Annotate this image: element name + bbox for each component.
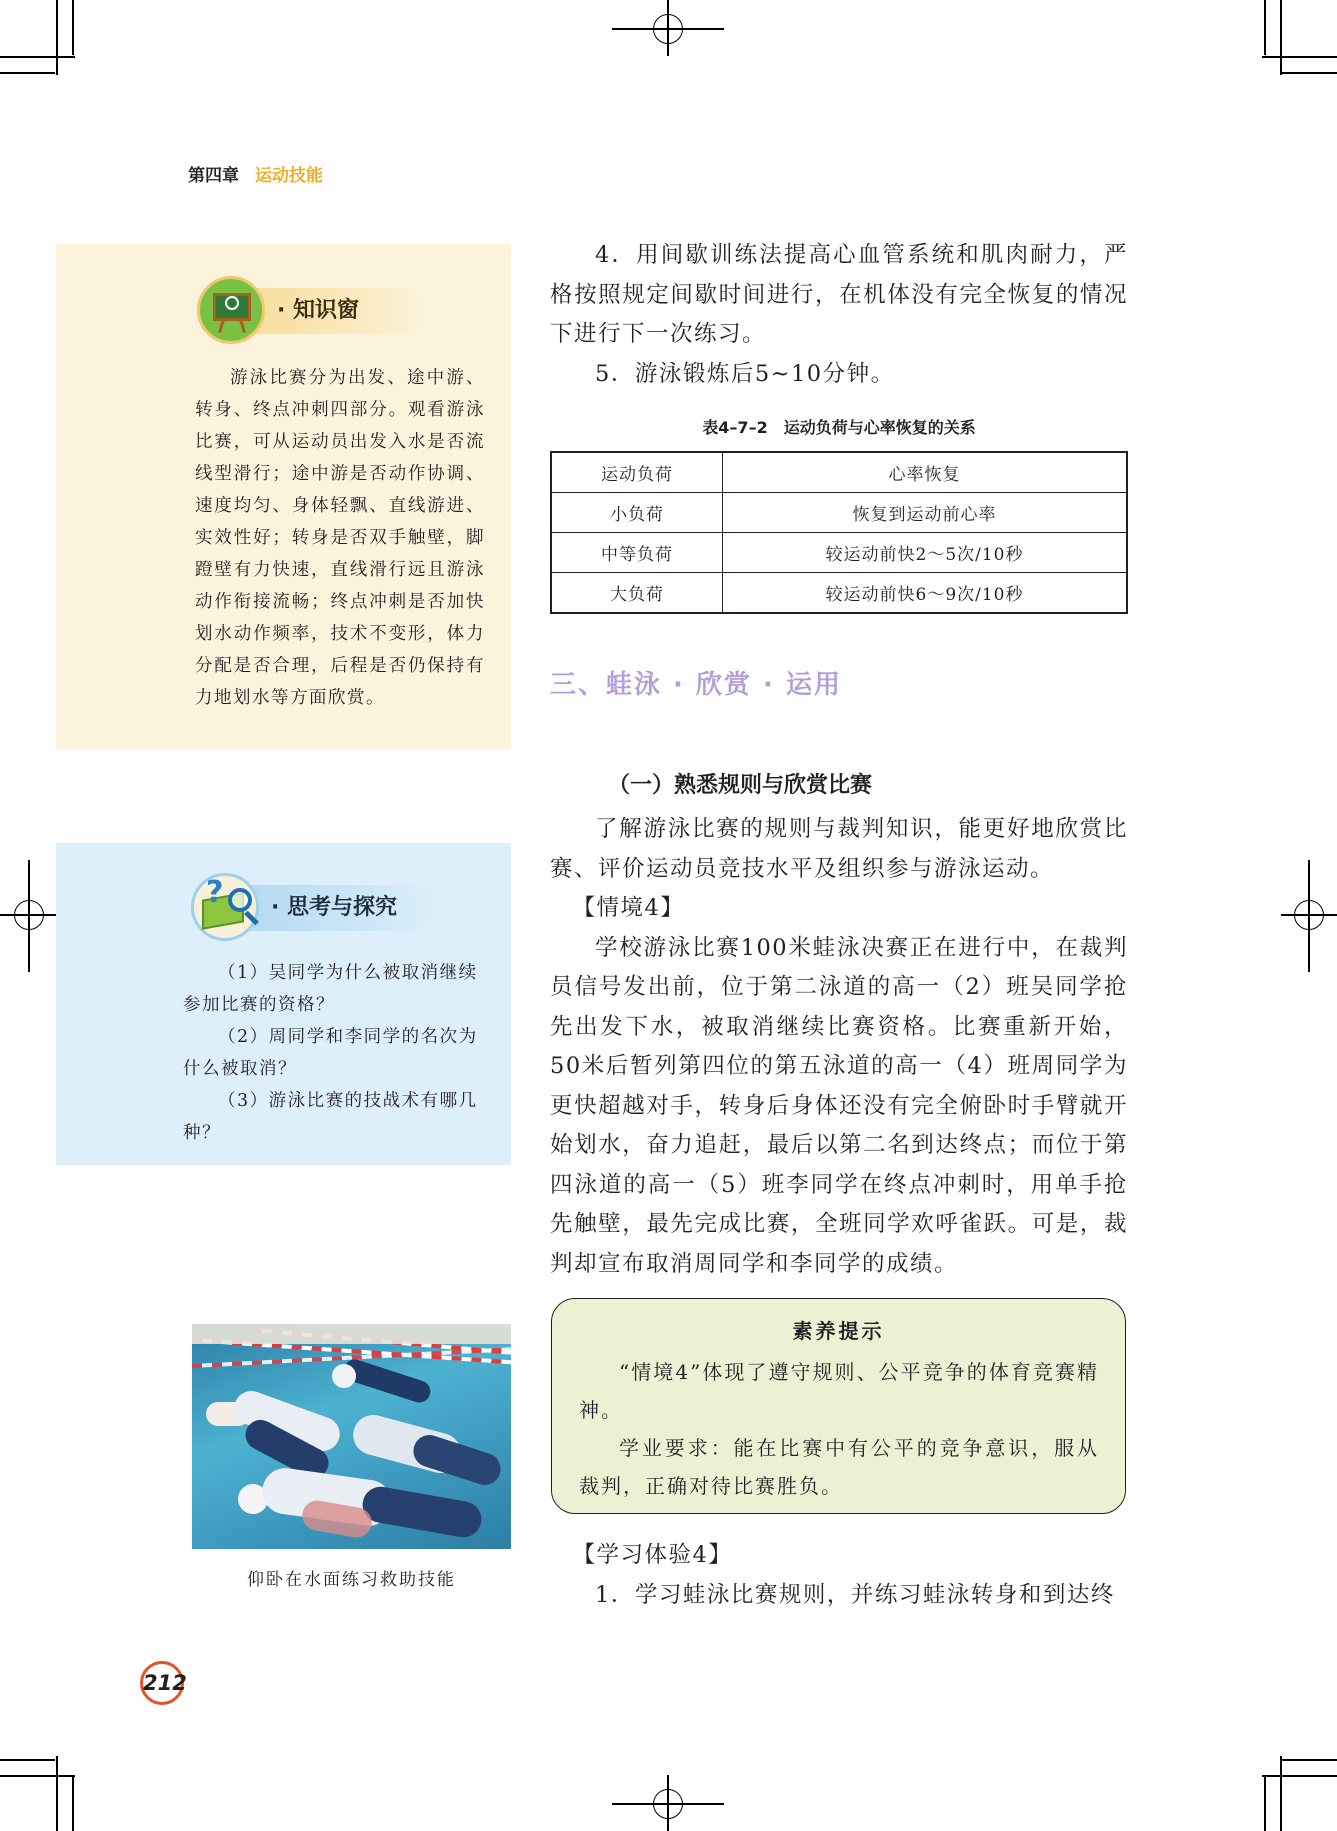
tip-title: 素养提示 [792,1319,885,1343]
literacy-tip-box [551,1298,1126,1514]
section-title: 三、蛙泳 · 欣赏 · 运用 [550,670,842,700]
question-item: （3）游泳比赛的技战术有哪几种？ [183,1091,478,1143]
knowledge-window-title-pill [197,288,427,334]
running-header [188,161,323,186]
table-cell: 恢复到运动前心率 [723,493,1128,533]
page-number: 212 [140,1661,184,1705]
subsection-title: （一）熟悉规则与欣赏比赛 [608,773,873,798]
intro-paragraph: 5．游泳锻炼后5~10分钟。 [595,360,895,387]
question-item: （2）周同学和李同学的名次为什么被取消？ [183,1027,478,1079]
table-cell: 较运动前快2～5次/10秒 [723,533,1128,573]
load-heartrate-table [550,451,1128,614]
rules-and-situation [550,810,1128,1284]
table-cell: 大负荷 [551,573,723,614]
think-explore-title: · 思考与探究 [271,895,398,920]
magnifier-book-icon: ? [191,873,259,941]
rules-paragraph: 了解游泳比赛的规则与裁判知识，能更好地欣赏比赛、评价运动员竞技水平及组织参与游泳运动。 [550,816,1128,882]
think-explore-box [56,843,511,1165]
tip-line: “情境4”体现了遵守规则、公平竞争的体育竞赛精神。 [579,1360,1099,1422]
knowledge-paragraph: 游泳比赛分为出发、途中游、转身、终点冲刺四部分。观看游泳比赛，可从运动员出发入水是否流线型滑行；途中游是否动作协调、速度均匀、身体轻飘、直线游进、实效性好；转身是否双手触壁，脚蹬壁有力快速，直线滑行远且游泳动作衔接流畅；终点冲刺是否加快划水动作频率，技术不变形，体力分配是否合理，后程是否仍保持有力地划水等方面欣赏。 [195,368,485,708]
chapter-subtitle: 运动技能 [255,166,323,186]
experience-label: 【学习体验4】 [572,1542,733,1568]
knowledge-window-title: · 知识窗 [277,298,360,323]
chalkboard-icon [197,276,265,344]
table-row [551,533,1127,573]
table-row [551,573,1127,614]
tip-text [579,1353,1099,1505]
intro-paragraph: 4．用间歇训练法提高心血管系统和肌肉耐力，严格按照规定间歇时间进行，在机体没有完全恢复的情况下进行下一次练习。 [550,242,1128,347]
table-row [551,493,1127,533]
situation-label: 【情境4】 [572,895,685,921]
intro-text [550,236,1128,394]
photo-caption: 仰卧在水面练习救助技能 [247,1570,456,1590]
table-header-row [551,452,1127,493]
chapter-label: 第四章 [188,166,239,186]
knowledge-window-box [56,244,511,749]
table-cell: 小负荷 [551,493,723,533]
table-cell: 较运动前快6～9次/10秒 [723,573,1128,614]
situation-paragraph: 学校游泳比赛100米蛙泳决赛正在进行中，在裁判员信号发出前，位于第二泳道的高一（2）班吴同学抢先出发下水，被取消继续比赛资格。比赛重新开始，50米后暂列第四位的第五泳道的高一（4）班周同学为更快超越对手，转身后身体还没有完全俯卧时手臂就开始划水，奋力追赶，最后以第二名到达终点；而位于第四泳道的高一（5）班李同学在终点冲刺时，用单手抢先触壁，最先完成比赛，全班同学欢呼雀跃。可是，裁判却宣布取消周同学和李同学的成绩。 [550,934,1128,1277]
table-caption: 表4–7–2 运动负荷与心率恢复的关系 [702,418,976,437]
question-item: （1）吴同学为什么被取消继续参加比赛的资格？ [183,963,478,1015]
knowledge-window-text [195,362,485,714]
learning-experience [550,1536,1128,1615]
table-cell: 中等负荷 [551,533,723,573]
experience-paragraph: 1．学习蛙泳比赛规则，并练习蛙泳转身和到达终 [595,1581,1115,1608]
table-header-cell: 心率恢复 [723,452,1128,493]
think-explore-questions [183,957,488,1149]
table-header-cell: 运动负荷 [551,452,723,493]
swimming-rescue-photo [192,1324,511,1549]
think-explore-title-pill [191,875,441,931]
tip-line: 学业要求：能在比赛中有公平的竞争意识，服从裁判，正确对待比赛胜负。 [579,1436,1099,1498]
